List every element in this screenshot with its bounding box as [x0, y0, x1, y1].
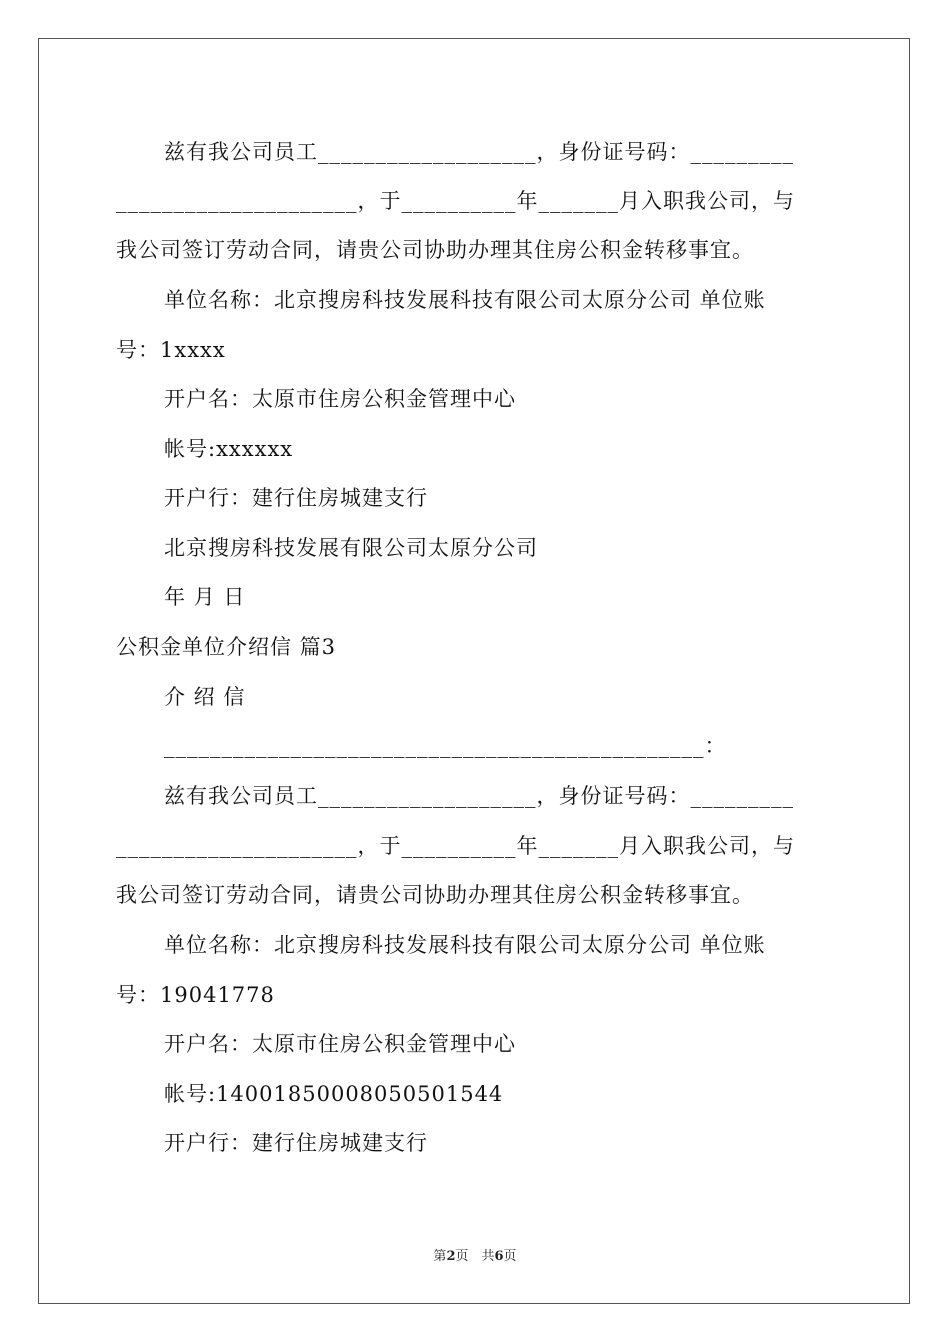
footer-page-suffix: 页 [503, 1249, 517, 1264]
footer-page-current: 2 [446, 1249, 456, 1264]
s2-account-number: 帐号:14001850008050501544 [164, 1082, 504, 1106]
s1-paragraph-line-2: _____________________，于__________年_______月入职我公司，与 [116, 189, 795, 213]
footer-page-prefix: 第 [433, 1249, 447, 1264]
s2-paragraph-line-3: 我公司签订劳动合同，请贵公司协助办理其住房公积金转移事宜。 [116, 883, 754, 907]
s1-paragraph-line-1: 兹有我公司员工___________________，身份证号码：_________ [164, 140, 794, 164]
s1-unit-name-line-1: 单位名称：北京搜房科技发展科技有限公司太原分公司 单位账 [164, 288, 766, 312]
s1-date: 年 月 日 [164, 585, 246, 609]
section-heading: 公积金单位介绍信 篇3 [116, 635, 337, 659]
s2-unit-name-line-1: 单位名称：北京搜房科技发展科技有限公司太原分公司 单位账 [164, 933, 766, 957]
s2-paragraph-line-2: _____________________，于__________年_______月入职我公司，与 [116, 834, 795, 858]
s1-account-number: 帐号:xxxxxx [164, 437, 294, 461]
s1-paragraph-line-3: 我公司签订劳动合同，请贵公司协助办理其住房公积金转移事宜。 [116, 238, 754, 262]
page-border [38, 38, 910, 1304]
footer-page-total: 6 [494, 1249, 504, 1264]
s2-bank: 开户行：建行住房城建支行 [164, 1131, 428, 1155]
footer-page-mid: 页 共 [455, 1249, 495, 1264]
s2-unit-name-line-2: 号：19041778 [116, 983, 275, 1007]
s1-unit-name-line-2: 号：1xxxx [116, 338, 226, 362]
page-footer [0, 1248, 950, 1266]
s2-letter-title: 介 绍 信 [164, 685, 246, 709]
s1-company-signature: 北京搜房科技发展有限公司太原分公司 [164, 536, 538, 560]
s1-account-name: 开户名：太原市住房公积金管理中心 [164, 387, 516, 411]
s2-paragraph-line-1: 兹有我公司员工___________________，身份证号码：_________ [164, 784, 794, 808]
s2-addressee-blank: _______________________________________________： [164, 734, 727, 758]
s2-account-name: 开户名：太原市住房公积金管理中心 [164, 1032, 516, 1056]
s1-bank: 开户行：建行住房城建支行 [164, 486, 428, 510]
